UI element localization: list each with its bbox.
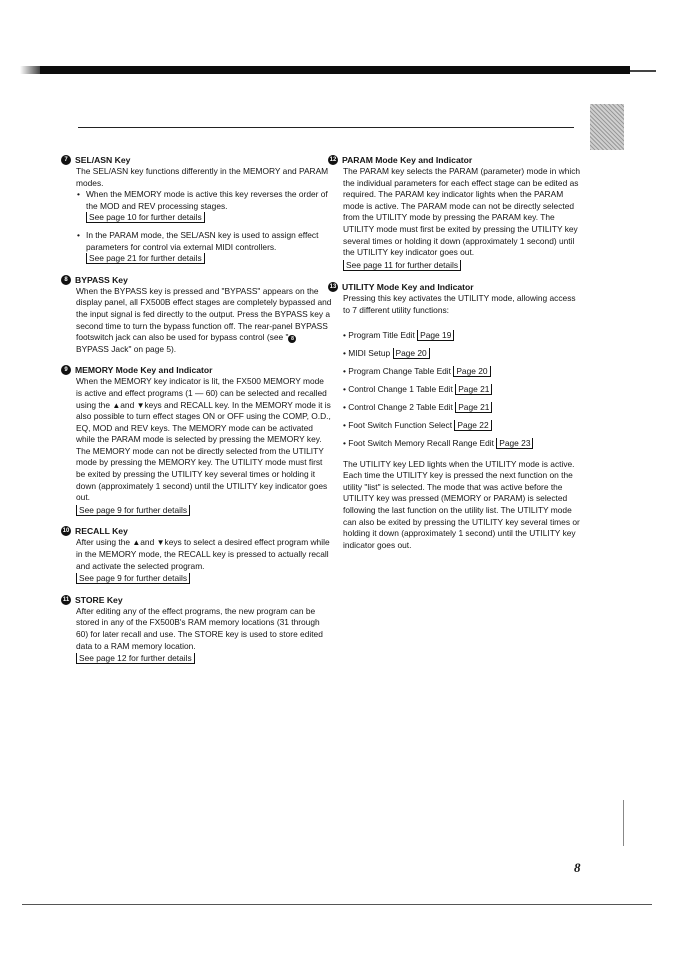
bypass-ref-number-badge: 8: [288, 335, 296, 343]
utility-title: UTILITY Mode Key and Indicator: [342, 282, 474, 293]
store-body: After editing any of the effect programs, the new program can be stored in any of the FX500B's RAM memory locations (31 through 60) for later recall and use. The STORE key is used to store edited data to a RAM memory location.: [76, 605, 323, 651]
bypass-heading: [64, 274, 332, 286]
recall-ref-page-9[interactable]: See page 9 for further details: [76, 573, 190, 584]
header-bar-tail: [630, 70, 656, 72]
param-number-badge: 12: [329, 157, 337, 163]
utility-number-badge: 13: [329, 284, 337, 291]
memory-body-part1: When the MEMORY key indicator is lit, the FX500 MEMORY mode is active and effect programs (1 — 60) can be selected and recalled using the: [76, 376, 327, 410]
utility-function-ref[interactable]: Page 20: [393, 348, 430, 359]
list-item: • Foot Switch Function Select Page 22: [343, 419, 583, 431]
utility-function-label: Program Title Edit: [348, 329, 415, 340]
sel-asn-title: SEL/ASN Key: [75, 155, 131, 165]
utility-function-ref[interactable]: Page 21: [455, 384, 492, 395]
utility-function-label: Program Change Table Edit: [348, 365, 451, 376]
sel-asn-bullet-param-text: In the PARAM mode, the SEL/ASN key is used to assign effect parameters for control via external MIDI controllers.: [86, 229, 319, 252]
sel-asn-bullet-memory: [76, 189, 332, 224]
right-column: [329, 154, 583, 560]
utility-function-ref[interactable]: Page 19: [417, 330, 454, 341]
memory-title: MEMORY Mode Key and Indicator: [75, 365, 213, 376]
param-heading: [329, 154, 583, 166]
param-section: [329, 154, 583, 271]
utility-function-label: Foot Switch Memory Recall Range Edit: [348, 437, 494, 448]
list-item: • Program Change Table Edit Page 20: [343, 365, 583, 377]
memory-and-word: and: [120, 399, 137, 410]
sel-asn-bullet-memory-text: When the MEMORY mode is active this key reverses the order of the MOD and REV processing stages.: [86, 189, 328, 211]
left-column: [62, 154, 332, 674]
margin-mark: [623, 800, 624, 846]
footer-rule: [22, 904, 652, 905]
utility-outro: The UTILITY key LED lights when the UTILITY mode is active. Each time the UTILITY key is pressed the next function on the utility "list" is selected. The mode that was active before the UTILITY key was pressed (MEMORY or PARAM) is selected following the last function on the utility list. The UTILITY mode can also be exited by pressing the UTILITY key several times or holding it down (approximately 1 second) until the UTILITY key indicator goes out.: [343, 458, 580, 550]
store-ref-page-12[interactable]: See page 12 for further details: [76, 653, 195, 664]
recall-body-part2: keys to select a desired effect program while in the MEMORY mode, the RECALL key is pressed to actually recall and activate the selected program.: [76, 537, 330, 571]
recall-number-badge: 10: [62, 528, 70, 535]
bypass-title: BYPASS Key: [75, 274, 128, 285]
recall-heading: [62, 525, 332, 537]
utility-function-ref[interactable]: Page 21: [455, 402, 492, 413]
utility-function-label: Control Change 1 Table Edit: [348, 383, 453, 394]
section-tab-marker: [590, 104, 624, 150]
down-arrow-icon: ▼: [156, 538, 165, 548]
memory-section: [64, 364, 332, 516]
down-arrow-icon: ▼: [136, 400, 145, 410]
utility-function-label: MIDI Setup: [348, 347, 391, 358]
utility-function-ref[interactable]: Page 20: [453, 366, 490, 377]
param-ref-page-11[interactable]: See page 11 for further details: [343, 260, 461, 271]
sel-asn-heading: [64, 154, 332, 166]
utility-function-ref[interactable]: Page 22: [454, 420, 491, 431]
utility-section: [329, 281, 583, 551]
store-heading: [62, 594, 332, 606]
up-arrow-icon: ▲: [112, 400, 121, 410]
bypass-number-badge: 8: [61, 275, 71, 285]
utility-function-label: Control Change 2 Table Edit: [348, 401, 453, 412]
bypass-body-part2: BYPASS Jack" on page 5).: [76, 343, 177, 354]
recall-title: RECALL Key: [75, 526, 128, 537]
memory-heading: [64, 364, 332, 376]
bypass-body: [76, 286, 332, 356]
sel-asn-ref-page-21[interactable]: See page 21 for further details: [86, 253, 205, 264]
sel-asn-number-badge: 7: [61, 155, 71, 165]
header-rule: [78, 127, 574, 128]
memory-body-part2: keys and RECALL key. In the MEMORY mode it is also possible to turn effect stages ON or OFF using the COMP, O.D., EQ, MOD and REV keys. The MEMORY mode can be activated while the PARAM mode is selected by pressing the MEMORY key. The MEMORY mode can not be directly selected from the UTILITY mode by pressing the MEMORY key. The UTILITY mode must first be exited by pressing the UTILITY key several times or holding it down (approximately 1 second) until the UTILITY key indicator goes out.: [76, 399, 331, 503]
header-bar: [40, 66, 630, 74]
utility-function-list: [343, 329, 583, 449]
bypass-section: [64, 274, 332, 356]
recall-body: [76, 537, 332, 572]
up-arrow-icon: ▲: [132, 538, 141, 548]
store-title: STORE Key: [75, 594, 123, 605]
param-title: PARAM Mode Key and Indicator: [342, 155, 473, 165]
store-number-badge: 11: [62, 596, 70, 603]
sel-asn-bullet-param: [76, 230, 332, 265]
memory-ref-page-9[interactable]: See page 9 for further details: [76, 505, 190, 516]
sel-asn-ref-page-10[interactable]: See page 10 for further details: [86, 212, 205, 223]
sel-asn-section: [64, 154, 332, 265]
recall-and-word: and: [140, 537, 157, 548]
bypass-body-part1: When the BYPASS key is pressed and "BYPASS" appears on the display panel, all FX500B effect stages are completely bypassed and the input signal is fed directly to the output. Press the BYPASS key a second time to turn the bypass function off. The rear-panel BYPASS footswitch jack can also be used for bypass control (see ": [76, 285, 332, 343]
recall-section: [62, 525, 332, 584]
store-section: [62, 594, 332, 665]
list-item: • Program Title Edit Page 19: [343, 329, 583, 341]
list-item: • Foot Switch Memory Recall Range Edit Page 23: [343, 437, 583, 449]
utility-heading: [329, 281, 583, 293]
list-item: • Control Change 1 Table Edit Page 21: [343, 383, 583, 395]
utility-intro: Pressing this key activates the UTILITY mode, allowing access to 7 different utility functions:: [343, 293, 576, 315]
memory-number-badge: 9: [61, 365, 71, 375]
utility-function-ref[interactable]: Page 23: [496, 438, 533, 449]
sel-asn-bullets: [76, 189, 332, 265]
param-body: The PARAM key selects the PARAM (parameter) mode in which the individual parameters for each effect stage can be edited as required. The PARAM key indicator lights when the PARAM mode is active. The PARAM mode can not be directly selected from the UTILITY mode by pressing the PARAM key. The UTILITY mode must first be exited by pressing the UTILITY key several times or holding it down (approximately 1 second) until the UTILITY key indicator goes out.: [343, 166, 581, 258]
recall-body-part1: After using the: [76, 537, 133, 548]
sel-asn-intro: The SEL/ASN key functions differently in the MEMORY and PARAM modes.: [76, 166, 329, 188]
list-item: • MIDI Setup Page 20: [343, 347, 583, 359]
utility-function-label: Foot Switch Function Select: [348, 419, 453, 430]
page-number: 8: [574, 860, 581, 875]
list-item: • Control Change 2 Table Edit Page 21: [343, 401, 583, 413]
memory-body: [76, 376, 332, 504]
